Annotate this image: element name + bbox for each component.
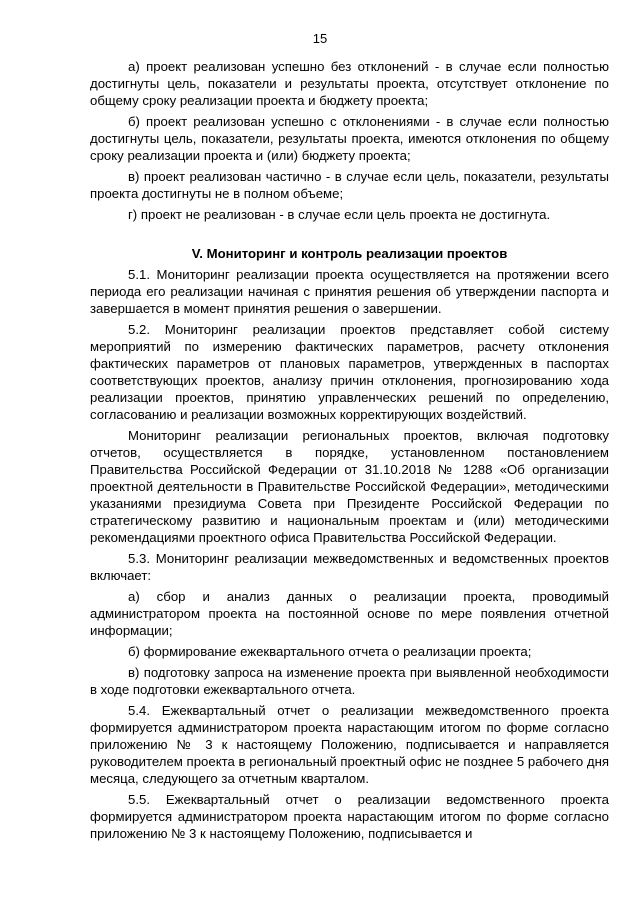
paragraph-outcome-b: б) проект реализован успешно с отклонениями - в случае если полностью достигнуты цель, показатели, результаты проекта, имеются отклонения по общему сроку реализации проекта и (или) бюджету проекта;	[90, 114, 609, 163]
paragraph-5-5: 5.5. Ежеквартальный отчет о реализации ведомственного проекта формируется администратором проекта нарастающим итогом по форме согласно приложению № 3 к настоящему Положению, подписывается и	[90, 792, 609, 841]
paragraph-5-3-v: в) подготовку запроса на изменение проекта при выявленной необходимости в ходе подготовки ежеквартального отчета.	[90, 665, 609, 697]
paragraph-5-2: 5.2. Мониторинг реализации проектов представляет собой систему мероприятий по измерению фактических параметров, расчету отклонения фактических параметров от плановых параметров, утвержденных в паспортах соответствующих проектов, анализу причин отклонения, прогнозированию хода реализации проектов, принятию управленческих решений по определению, согласованию и реализации возможных корректирующих воздействий.	[90, 322, 609, 422]
paragraph-regional-monitoring: Мониторинг реализации региональных проектов, включая подготовку отчетов, осуществляется в порядке, установленном постановлением Правительства Российской Федерации от 31.10.2018 № 1288 «Об организации проектной деятельности в Правительстве Российской Федерации», методическими указаниями президиума Совета при Президенте Российской Федерации по стратегическому развитию и национальным проектам и (или) методическими рекомендациями проектного офиса Правительства Российской Федерации.	[90, 428, 609, 545]
document-body	[90, 58, 609, 846]
paragraph-outcome-v: в) проект реализован частично - в случае если цель, показатели, результаты проекта достигнуты не в полном объеме;	[90, 169, 609, 201]
paragraph-5-3-a: а) сбор и анализ данных о реализации проекта, проводимый администратором проекта на постоянной основе по мере появления отчетной информации;	[90, 589, 609, 638]
paragraph-outcome-g: г) проект не реализован - в случае если цель проекта не достигнута.	[128, 207, 551, 222]
paragraph-5-3-b: б) формирование ежеквартального отчета о реализации проекта;	[128, 644, 532, 659]
paragraph-5-4: 5.4. Ежеквартальный отчет о реализации межведомственного проекта формируется администратором проекта нарастающим итогом по форме согласно приложению № 3 к настоящему Положению, подписывается и направляется руководителем проекта в региональный проектный офис не позднее 5 рабочего дня месяца, следующего за отчетным кварталом.	[90, 703, 609, 786]
paragraph-5-1: 5.1. Мониторинг реализации проекта осуществляется на протяжении всего периода его реализации начиная с принятия решения об утверждении паспорта и завершается в момент принятия решения о завершении.	[90, 267, 609, 316]
paragraph-5-3: 5.3. Мониторинг реализации межведомственных и ведомственных проектов включает:	[90, 551, 609, 583]
paragraph-outcome-a: а) проект реализован успешно без отклонений - в случае если полностью достигнуты цель, показатели и результаты проекта, отсутствует отклонение по общему сроку реализации проекта и бюджету проекта;	[90, 59, 609, 108]
section-heading: V. Мониторинг и контроль реализации проектов	[191, 246, 508, 261]
page-number: 15	[312, 31, 328, 46]
